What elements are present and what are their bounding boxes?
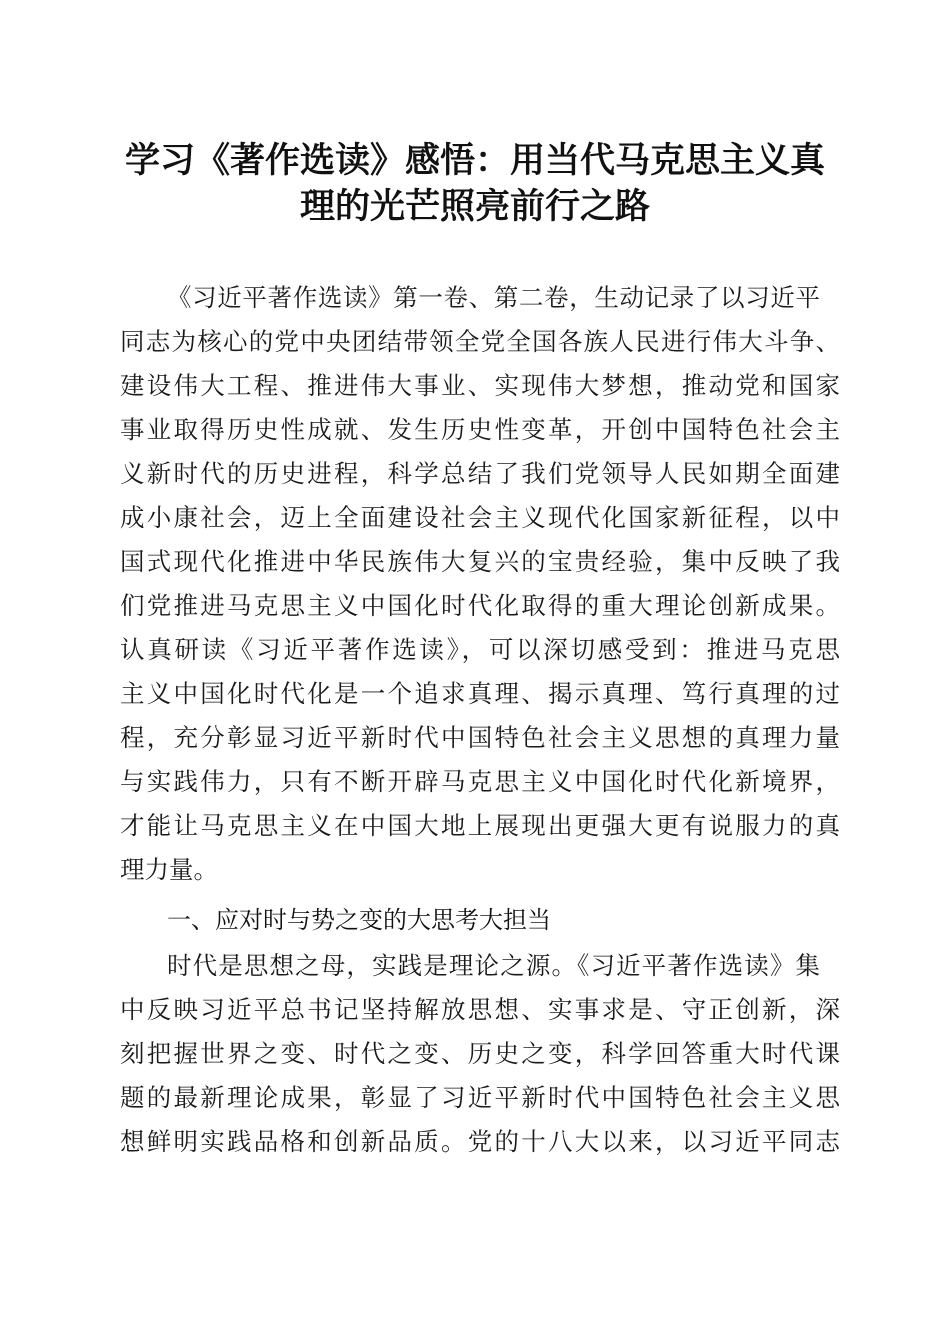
paragraph-2-line: 想鲜明实践品格和创新品质。党的十八大以来，以习近平同志 xyxy=(120,1127,840,1156)
paragraph-2-line: 刻把握世界之变、时代之变、历史之变，科学回答重大时代课 xyxy=(120,1039,840,1068)
paragraph-2-line: 题的最新理论成果，彰显了习近平新时代中国特色社会主义思 xyxy=(120,1083,840,1112)
paragraph-1-line: 程，充分彰显习近平新时代中国特色社会主义思想的真理力量 xyxy=(120,723,840,752)
paragraph-1-line: 理力量。 xyxy=(120,855,218,884)
paragraph-1-line: 《习近平著作选读》第一卷、第二卷，生动记录了以习近平 xyxy=(167,283,820,312)
paragraph-1-line: 事业取得历史性成就、发生历史性变革，开创中国特色社会主 xyxy=(120,415,840,444)
paragraph-1-line: 义新时代的历史进程，科学总结了我们党领导人民如期全面建 xyxy=(120,459,840,488)
paragraph-1-line: 建设伟大工程、推进伟大事业、实现伟大梦想，推动党和国家 xyxy=(120,371,840,400)
paragraph-1-line: 与实践伟力，只有不断开辟马克思主义中国化时代化新境界， xyxy=(120,767,840,796)
paragraph-1-line: 同志为核心的党中央团结带领全党全国各族人民进行伟大斗争、 xyxy=(120,327,840,356)
paragraph-2-line: 中反映习近平总书记坚持解放思想、实事求是、守正创新，深 xyxy=(120,995,840,1024)
document-title-line-1: 学习《著作选读》感悟：用当代马克思主义真 xyxy=(124,140,825,181)
paragraph-1-line: 才能让马克思主义在中国大地上展现出更强大更有说服力的真 xyxy=(120,811,840,840)
paragraph-1-line: 们党推进马克思主义中国化时代化取得的重大理论创新成果。 xyxy=(120,591,840,620)
paragraph-1-line: 成小康社会，迈上全面建设社会主义现代化国家新征程，以中 xyxy=(120,503,840,532)
paragraph-2-line: 时代是思想之母，实践是理论之源。《习近平著作选读》集 xyxy=(167,951,820,980)
section-heading: 一、应对时与势之变的大思考大担当 xyxy=(167,906,551,934)
paragraph-1-line: 国式现代化推进中华民族伟大复兴的宝贵经验，集中反映了我 xyxy=(120,547,840,576)
document-title-line-2: 理的光芒照亮前行之路 xyxy=(299,186,650,227)
paragraph-1-line: 主义中国化时代化是一个追求真理、揭示真理、笃行真理的过 xyxy=(120,679,840,708)
paragraph-1-line: 认真研读《习近平著作选读》，可以深切感受到：推进马克思 xyxy=(120,635,840,664)
